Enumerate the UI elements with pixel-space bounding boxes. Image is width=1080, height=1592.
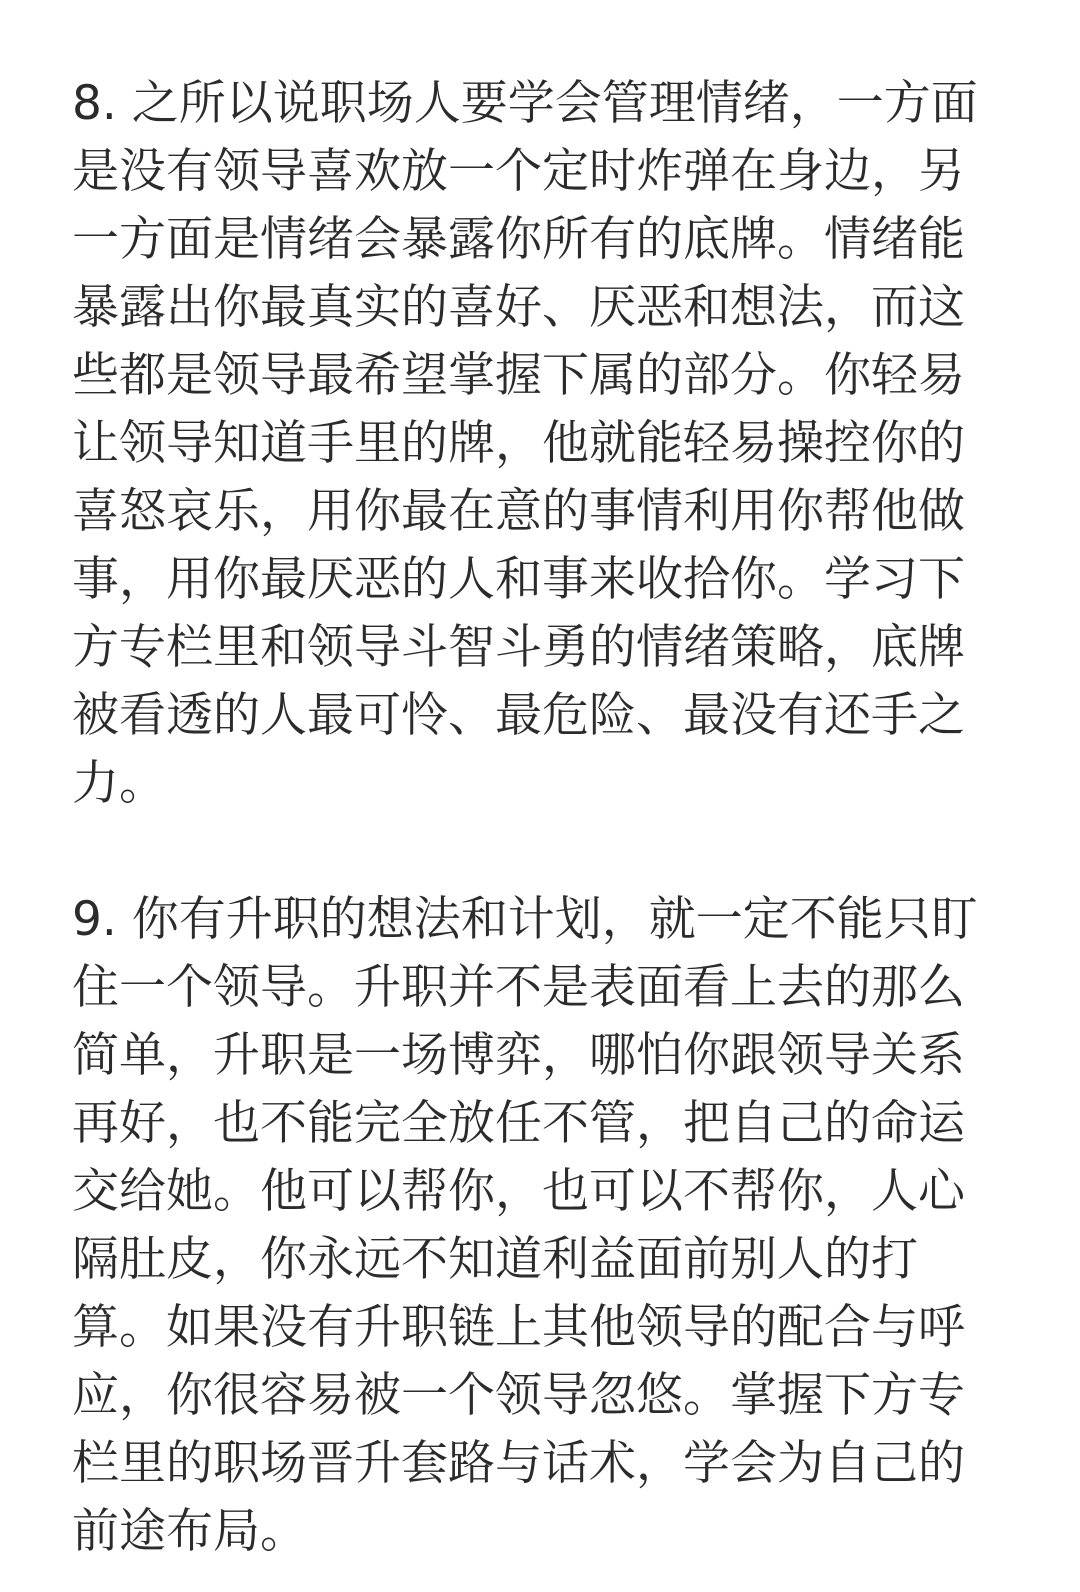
paragraph-8: 8. 之所以说职场人要学会管理情绪，一方面是没有领导喜欢放一个定时炸弹在身边，另一方面是情绪会暴露你所有的底牌。情绪能暴露出你最真实的喜好、厌恶和想法，而这些都是领导最希望掌握下属的部分。你轻易让领导知道手里的牌，他就能轻易操控你的喜怒哀乐，用你最在意的事情利用你帮他做事，用你最厌恶的人和事来收拾你。学习下方专栏里和领导斗智斗勇的情绪策略，底牌被看透的人最可怜、最危险、最没有还手之力。 xyxy=(72,76,978,811)
paragraph-9: 9. 你有升职的想法和计划，就一定不能只盯住一个领导。升职并不是表面看上去的那么简单，升职是一场博弈，哪怕你跟领导关系再好，也不能完全放任不管，把自己的命运交给她。他可以帮你，也可以不帮你，人心隔肚皮，你永远不知道利益面前别人的打算。如果没有升职链上其他领导的配合与呼应，你很容易被一个领导忽悠。掌握下方专栏里的职场晋升套路与话术，学会为自己的前途布局。 xyxy=(72,892,978,1559)
